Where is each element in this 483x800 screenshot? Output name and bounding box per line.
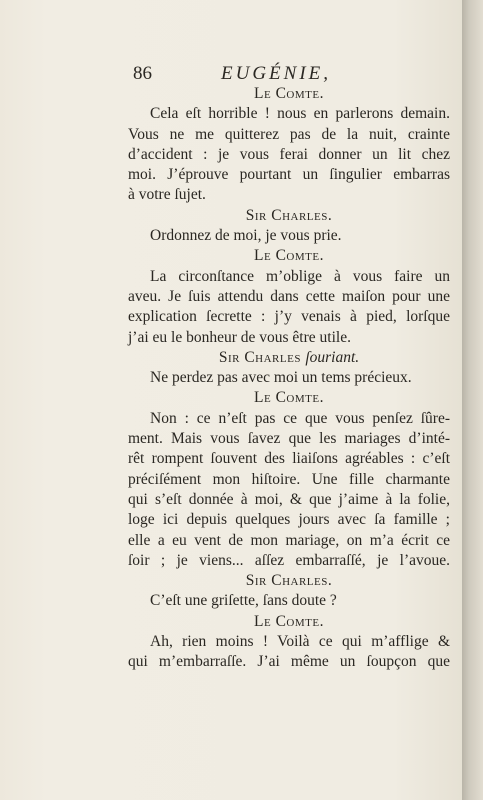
text-line: Ah, rien moins ! Voilà ce qui m’afflige &: [150, 633, 450, 651]
text-line: Non : ce n’eſt pas ce que vous penſez ſûre-: [150, 409, 450, 427]
text-line: à votre ſujet.: [128, 186, 206, 204]
text-line: moi. J’éprouve pourtant un ſingulier embarras: [128, 166, 450, 184]
text-line: qui s’eſt donnée à moi, & que j’aime à la folie,: [128, 490, 450, 508]
page-number: 86: [133, 63, 152, 84]
text-line: j’ai eu le bonheur de vous être utile.: [128, 328, 351, 346]
text-line: Ordonnez de moi, je vous prie.: [150, 227, 342, 245]
speaker-le-comte: Le Comte.: [254, 85, 324, 102]
text-line: Ne perdez pas avec moi un tems précieux.: [150, 369, 412, 387]
speaker-le-comte: Le Comte.: [254, 389, 324, 407]
speaker-sir-charles: Sir Charles.: [245, 206, 333, 224]
text-line: rêt rompent ſouvent des liaiſons agréables : c’eſt: [128, 450, 450, 468]
running-head: [133, 63, 451, 85]
text-line: ſoir ; je viens... aſſez embarraſſé, je l’avoue.: [128, 551, 450, 569]
speaker-sir-charles-souriant: [128, 348, 450, 368]
text-line: Cela eſt horrible ! nous en parlerons demain.: [150, 105, 450, 123]
text-line: préciſément mon hiſtoire. Une fille charmante: [128, 470, 450, 488]
text-line: aveu. Je ſuis attendu dans cette maiſon pour une: [128, 287, 450, 305]
text-line: loge ici depuis quelques jours avec ſa famille ;: [128, 511, 450, 529]
text-line: elle a eu vent de mon mariage, on m’a écrit ce: [128, 531, 450, 549]
text-line: La circonſtance m’oblige à vous faire un: [150, 267, 450, 285]
text-line: explication ſecrette : j’y venais à pied, lorſque: [128, 308, 450, 326]
stage-direction: ſouriant.: [305, 348, 360, 366]
text-line: qui m’embarraſſe. J’ai même un ſoupçon que: [128, 653, 450, 671]
speaker-le-comte: Le Comte.: [254, 247, 324, 265]
page-edge-shadow: [462, 0, 483, 800]
speaker-name: Sir Charles: [218, 348, 301, 366]
running-title: EUGÉNIE,: [221, 63, 332, 84]
text-line: d’accident : je vous ferai donner un lit chez: [128, 145, 450, 163]
speaker-sir-charles: Sir Charles.: [245, 572, 333, 590]
text-line: Vous ne me quitterez pas de la nuit, crainte: [128, 125, 450, 143]
text-block: [128, 84, 450, 673]
text-line: ment. Mais vous ſavez que les mariages d’inté-: [128, 430, 450, 448]
speaker-le-comte: Le Comte.: [254, 612, 324, 630]
text-line: C’eſt une griſette, ſans doute ?: [150, 592, 337, 610]
